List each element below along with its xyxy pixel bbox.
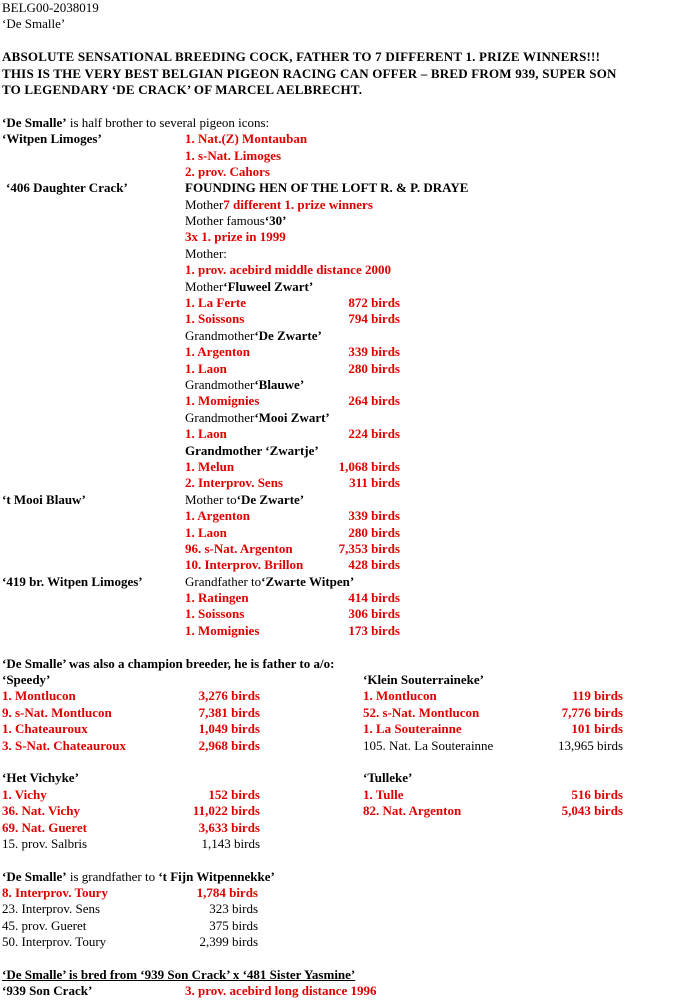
offspring-block-2 xyxy=(2,770,678,852)
result-row: 96. s-Nat. Argenton 7,353 birds xyxy=(185,540,400,556)
result-row: 1. Laon 280 birds xyxy=(185,360,400,376)
result-row: 36. Nat. Vichy 11,022 birds xyxy=(2,803,260,819)
tulleke-name: ‘Tulleke’ xyxy=(363,770,413,786)
acebird-row: 1. prov. acebird middle distance 2000 xyxy=(185,262,391,278)
headline-line-2: THIS IS THE VERY BEST BELGIAN PIGEON RACING CAN OFFER – BRED FROM 939, SUPER SON xyxy=(2,65,617,81)
result-row: 45. prov. Gueret 375 birds xyxy=(2,917,258,933)
de-zwarte-row: Grandmother ‘De Zwarte’ xyxy=(185,327,322,343)
mother-famous-row: Mother famous ‘30’ xyxy=(185,213,287,229)
witpen-limoges-row-3: 2. prov. Cahors xyxy=(185,163,270,179)
result-row: 1. Argenton 339 birds xyxy=(185,508,400,524)
result-row: 50. Interprov. Toury 2,399 birds xyxy=(2,934,258,950)
result-row: 1. Tulle 516 birds xyxy=(363,786,623,802)
result-row: 1. Melun 1,068 birds xyxy=(185,458,400,474)
daughter-crack-row: ‘406 Daughter Crack’ FOUNDING HEN OF THE LOFT R. & P. DRAYE xyxy=(6,180,469,196)
result-row: 2. Interprov. Sens 311 birds xyxy=(185,475,400,491)
result-row: 23. Interprov. Sens 323 birds xyxy=(2,901,258,917)
result-row: 1. Chateauroux 1,049 birds xyxy=(2,721,260,737)
witpen-419-row: ‘419 br. Witpen Limoges’ Grandfather to ‘Zwarte Witpen’ xyxy=(2,573,355,589)
headline-line-3: TO LEGENDARY ‘DE CRACK’ OF MARCEL AELBRECHT. xyxy=(2,81,363,97)
result-row: 15. prov. Salbris 1,143 birds xyxy=(2,835,260,851)
result-row: 1. Ratingen 414 birds xyxy=(185,590,400,606)
klein-name: ‘Klein Souterraineke’ xyxy=(363,672,484,688)
result-row: 52. s-Nat. Montlucon 7,776 birds xyxy=(363,704,623,720)
result-row: 69. Nat. Gueret 3,633 birds xyxy=(2,819,260,835)
blauwe-row: Grandmother ‘Blauwe’ xyxy=(185,376,305,392)
witpen-limoges-row-1: ‘Witpen Limoges’ 1. Nat.(Z) Montauban xyxy=(2,131,308,147)
mother-label-row: Mother: xyxy=(185,245,227,261)
speedy-block xyxy=(2,672,363,754)
headline-line-1: ABSOLUTE SENSATIONAL BREEDING COCK, FATHER TO 7 DIFFERENT 1. PRIZE WINNERS!!! xyxy=(2,49,601,65)
bred-from-line: ‘De Smalle’ is bred from ‘939 Son Crack’ x ‘481 Sister Yasmine’ xyxy=(2,967,356,983)
vichyke-name: ‘Het Vichyke’ xyxy=(2,770,79,786)
mooi-blauw-row: ‘t Mooi Blauw’ Mother to ‘De Zwarte’ xyxy=(2,491,305,507)
klein-souterraineke-block xyxy=(363,672,663,754)
zwartje-row: Grandmother ‘Zwartje’ xyxy=(185,442,319,458)
result-row: 8. Interprov. Toury 1,784 birds xyxy=(2,885,258,901)
champion-intro: ‘De Smalle’ was also a champion breeder, he is father to a/o: xyxy=(2,655,335,671)
witpen-limoges-row-2: 1. s-Nat. Limoges xyxy=(185,147,282,163)
result-row: 3. S-Nat. Chateauroux 2,968 birds xyxy=(2,737,260,753)
half-brother-intro: ‘De Smalle’ is half brother to several pigeon icons: xyxy=(2,114,270,130)
tulleke-block xyxy=(363,770,663,852)
speedy-name: ‘Speedy’ xyxy=(2,672,51,688)
result-row: 1. Soissons 794 birds xyxy=(185,311,400,327)
vichyke-block xyxy=(2,770,363,852)
result-row: 1. Momignies 264 birds xyxy=(185,393,400,409)
result-row: 1. Laon 224 birds xyxy=(185,426,400,442)
mother-winners-row: Mother 7 different 1. prize winners xyxy=(185,196,373,212)
pigeon-name: ‘De Smalle’ xyxy=(2,16,66,32)
grandfather-intro: ‘De Smalle’ is grandfather to ‘t Fijn Witpennekke’ xyxy=(2,868,275,884)
result-row: 82. Nat. Argenton 5,043 birds xyxy=(363,803,623,819)
fluweel-zwart-row: Mother ‘Fluweel Zwart’ xyxy=(185,278,314,294)
three-x-row: 3x 1. prize in 1999 xyxy=(185,229,286,245)
result-row: 105. Nat. La Souterainne 13,965 birds xyxy=(363,737,623,753)
result-row: 1. Laon 280 birds xyxy=(185,524,400,540)
mooi-zwart-row: Grandmother ‘Mooi Zwart’ xyxy=(185,409,330,425)
result-row: 1. La Souterainne 101 birds xyxy=(363,721,623,737)
result-row: 1. Vichy 152 birds xyxy=(2,786,260,802)
result-row: 10. Interprov. Brillon 428 birds xyxy=(185,557,400,573)
result-row: 1. Soissons 306 birds xyxy=(185,606,400,622)
result-row: 1. La Ferte 872 birds xyxy=(185,295,400,311)
offspring-block-1 xyxy=(2,672,678,754)
son-crack-row: ‘939 Son Crack’ 3. prov. acebird long distance 1996 xyxy=(2,983,377,999)
pedigree-document xyxy=(2,0,678,1000)
result-row: 9. s-Nat. Montlucon 7,381 birds xyxy=(2,704,260,720)
result-row: 1. Momignies 173 birds xyxy=(185,622,400,638)
ring-number: BELG00-2038019 xyxy=(2,0,99,15)
result-row: 1. Montlucon 3,276 birds xyxy=(2,688,260,704)
result-row: 1. Montlucon 119 birds xyxy=(363,688,623,704)
result-row: 1. Argenton 339 birds xyxy=(185,344,400,360)
